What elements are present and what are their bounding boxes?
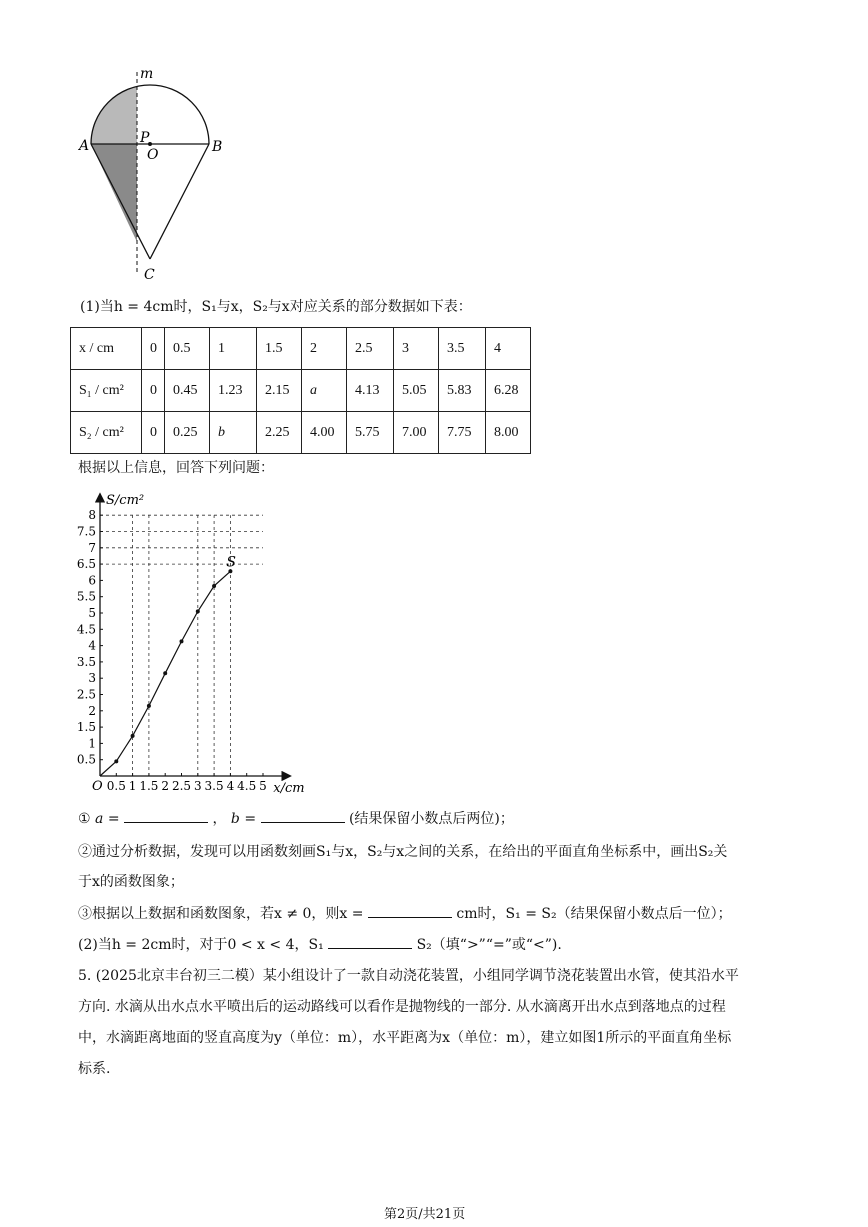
part-2: [78, 934, 562, 955]
table-cell: 5.83: [439, 370, 486, 412]
q1-b-label: b =: [230, 811, 257, 827]
table-cell: 5.05: [394, 370, 439, 412]
q1-number: ①: [78, 811, 91, 827]
data-point: [131, 734, 135, 738]
y-tick-label: 6.5: [76, 557, 96, 572]
x-tick-label: 2: [161, 779, 170, 793]
table-cell: 7.00: [394, 412, 439, 454]
table-cell: 0: [142, 328, 165, 370]
y-tick-label: 5: [88, 606, 96, 620]
q1-b-blank[interactable]: [261, 808, 345, 823]
row-header: x / cm: [71, 328, 142, 370]
table-cell: 2.5: [347, 328, 394, 370]
y-tick-label: 2: [88, 703, 96, 718]
part2-post: S₂（填“>”“=”或“<”).: [416, 937, 562, 953]
q1-note: (结果保留小数点后两位)；: [348, 811, 514, 827]
table-cell: 4: [486, 328, 531, 370]
question-2-line-1: ②通过分析数据，发现可以用函数刻画S₁与x，S₂与x之间的关系，在给出的平面直角坐标系中，画出S₂关: [78, 844, 728, 860]
y-tick-label: 7: [88, 540, 96, 555]
part2-blank[interactable]: [328, 934, 412, 949]
y-tick-label: 1.5: [76, 720, 96, 735]
label-b: B: [212, 139, 223, 155]
x-tick-label: 1.5: [139, 779, 159, 793]
table-cell: 8.00: [486, 412, 531, 454]
problem-5-line-2: 方向. 水滴从出水点水平喷出后的运动路线可以看作是抛物线的一部分. 从水滴离开出水点到落地点的过程: [78, 999, 726, 1015]
x-tick-label: 4: [226, 779, 235, 793]
page-footer: 第2页/共21页: [384, 1207, 466, 1222]
data-point: [114, 759, 118, 763]
table-cell: 0.45: [165, 370, 210, 412]
y-tick-label: 1: [88, 736, 96, 751]
x-axis-label: x/cm: [273, 781, 305, 796]
q3-pre: ③根据以上数据和函数图象，若x ≠ 0，则x =: [78, 906, 364, 922]
q1-a-label: a =: [95, 811, 120, 827]
y-tick-label: 5.5: [76, 589, 96, 604]
x-tick-label: 1: [128, 779, 137, 793]
y-tick-label: 4.5: [76, 622, 96, 637]
table-cell: 1.5: [257, 328, 302, 370]
y-tick-label: 8: [88, 508, 96, 523]
x-tick-label: 3.5: [204, 779, 224, 793]
function-graph: [70, 488, 310, 800]
label-m: m: [140, 66, 154, 82]
table-cell: 2.25: [257, 412, 302, 454]
data-point: [147, 704, 151, 708]
table-row: [71, 412, 531, 454]
answer-prompt: 根据以上信息，回答下列问题：: [78, 460, 274, 476]
data-point: [163, 671, 167, 675]
row-header: S₁ / cm²: [71, 370, 142, 412]
label-c: C: [144, 267, 155, 283]
x-tick-label: 5: [259, 779, 267, 793]
q3-post: cm时，S₁ = S₂（结果保留小数点后一位）；: [456, 906, 732, 922]
table-cell: 0.5: [165, 328, 210, 370]
x-tick-label: 2.5: [171, 779, 192, 793]
table-cell: 2: [302, 328, 347, 370]
y-tick-label: 3.5: [76, 654, 96, 669]
x-tick-label: 3: [193, 779, 202, 793]
question-2-line-2: 于x的函数图象；: [78, 874, 184, 890]
data-point: [212, 584, 216, 588]
q3-blank[interactable]: [368, 903, 452, 918]
y-tick-label: 4: [88, 638, 96, 653]
intro-line: (1)当h = 4cm时，S₁与x，S₂与x对应关系的部分数据如下表：: [80, 299, 472, 315]
problem-5-line-4: 标系.: [78, 1061, 111, 1077]
part2-pre: (2)当h = 2cm时，对于0 < x < 4，S₁: [78, 937, 324, 953]
x-tick-label: 0.5: [106, 779, 126, 793]
table-cell: b: [210, 412, 257, 454]
q1-a-blank[interactable]: [124, 808, 208, 823]
label-p: P: [140, 130, 150, 146]
table-cell: 1.23: [210, 370, 257, 412]
table-cell: a: [302, 370, 347, 412]
label-o: O: [147, 147, 159, 163]
label-a: A: [79, 138, 90, 154]
cone-figure: [70, 62, 240, 284]
y-tick-label: 7.5: [76, 524, 96, 539]
table-cell: 1: [210, 328, 257, 370]
row-header: S₂ / cm²: [71, 412, 142, 454]
table-cell: 0.25: [165, 412, 210, 454]
y-tick-label: 0.5: [76, 752, 96, 767]
x-tick-label: 4.5: [237, 779, 257, 793]
table-cell: 0: [142, 412, 165, 454]
table-row: [71, 370, 531, 412]
y-axis-label: S/cm²: [106, 493, 145, 508]
origin-label: O: [92, 779, 103, 794]
table-row: [71, 328, 531, 370]
table-cell: 6.28: [486, 370, 531, 412]
table-cell: 2.15: [257, 370, 302, 412]
y-tick-label: 6: [88, 573, 96, 588]
table-cell: 3.5: [439, 328, 486, 370]
data-point: [180, 639, 184, 643]
table-cell: 5.75: [347, 412, 394, 454]
table-cell: 4.13: [347, 370, 394, 412]
problem-5-line-3: 中，水滴距离地面的竖直高度为y（单位：m），水平距离为x（单位：m），建立如图1所示的平面直角坐标: [78, 1030, 732, 1046]
side-bc: [150, 144, 209, 259]
table-cell: 4.00: [302, 412, 347, 454]
table-cell: 7.75: [439, 412, 486, 454]
problem-5-line-1: 5. (2025北京丰台初三二模）某小组设计了一款自动浇花装置，小组同学调节浇花装置出水管，使其沿水平: [78, 968, 739, 984]
data-table: [70, 327, 531, 454]
table-cell: 0: [142, 370, 165, 412]
y-tick-label: 2.5: [76, 687, 96, 702]
y-tick-label: 3: [88, 671, 96, 686]
question-3: [78, 903, 732, 924]
curve-label: S: [226, 554, 236, 571]
question-1: ① a = ， b = (结果保留小数点后两位)；: [78, 808, 514, 829]
table-cell: 3: [394, 328, 439, 370]
data-point: [196, 609, 200, 613]
